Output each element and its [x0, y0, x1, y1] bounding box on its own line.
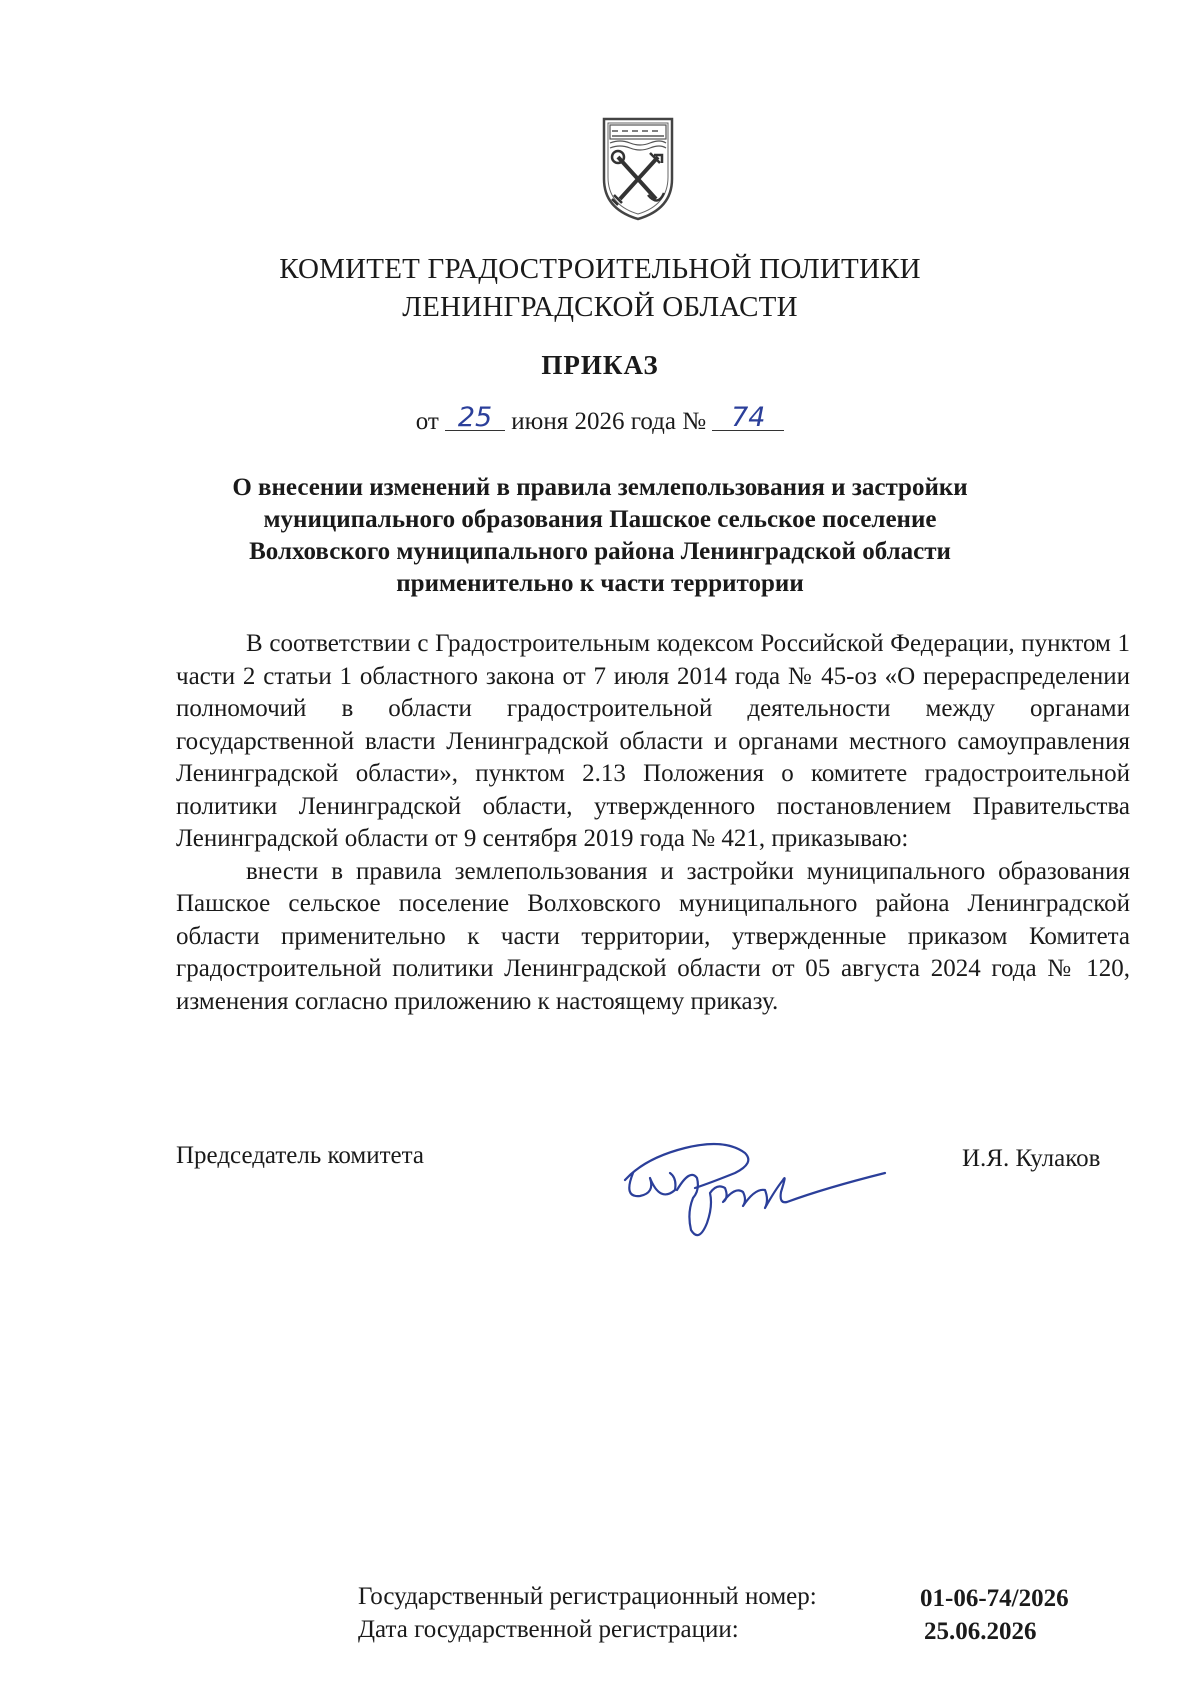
signatory-title: Председатель комитета — [176, 1142, 424, 1169]
subject-line-2: муниципального образования Пашское сельское поселение — [263, 506, 937, 533]
handwritten-signature — [615, 1118, 895, 1248]
coat-of-arms-icon — [598, 115, 678, 223]
issuer-line-2: ЛЕНИНГРАДСКОЙ ОБЛАСТИ — [402, 291, 798, 323]
order-number-handwritten: 74 — [712, 406, 784, 431]
body-paragraph-preamble: В соответствии с Градостроительным кодексом Российской Федерации, пунктом 1 части 2 статьи 1 областного закона от 7 июля 2014 года № 45-оз «О перераспределении полномочий в области градостроительной деятельности между органами государственной власти Ленинградской области и органами местного самоуправления Ленинградской области», пунктом 2.13 Положения о комитете градостроительной политики Ленинградской области, утвержденного постановлением Правительства Ленинградской области от 9 сентября 2019 года № 421, приказываю: — [176, 630, 1130, 852]
order-subject — [0, 472, 1200, 600]
date-number-line — [0, 402, 1200, 436]
date-middle-text: июня 2026 года № — [511, 408, 707, 435]
signatory-name: И.Я. Кулаков — [962, 1145, 1101, 1172]
order-body — [176, 628, 1130, 1018]
date-day-handwritten: 25 — [445, 406, 505, 431]
subject-line-3: Волховского муниципального района Ленинградской области — [249, 538, 951, 565]
registration-date-label: Дата государственной регистрации: — [358, 1616, 739, 1643]
issuer-line-1: КОМИТЕТ ГРАДОСТРОИТЕЛЬНОЙ ПОЛИТИКИ — [279, 253, 921, 285]
registration-number-label: Государственный регистрационный номер: — [358, 1583, 817, 1610]
subject-line-4: применительно к части территории — [396, 570, 804, 597]
registration-number-value: 01-06-74/2026 — [920, 1585, 1069, 1612]
body-paragraph-resolution: внести в правила землепользования и застройки муниципального образования Пашское сельское поселение Волховского муниципального района Ленинградской области применительно к части территории, утвержденные приказом Комитета градостроительной политики Ленинградской области от 05 августа 2024 года № 120, изменения согласно приложению к настоящему приказу. — [176, 857, 1130, 1015]
issuer-name — [0, 250, 1200, 326]
registration-date-value: 25.06.2026 — [924, 1618, 1037, 1645]
date-prefix: от — [415, 408, 439, 435]
subject-line-1: О внесении изменений в правила землепользования и застройки — [232, 474, 968, 501]
document-type: ПРИКАЗ — [541, 350, 659, 380]
